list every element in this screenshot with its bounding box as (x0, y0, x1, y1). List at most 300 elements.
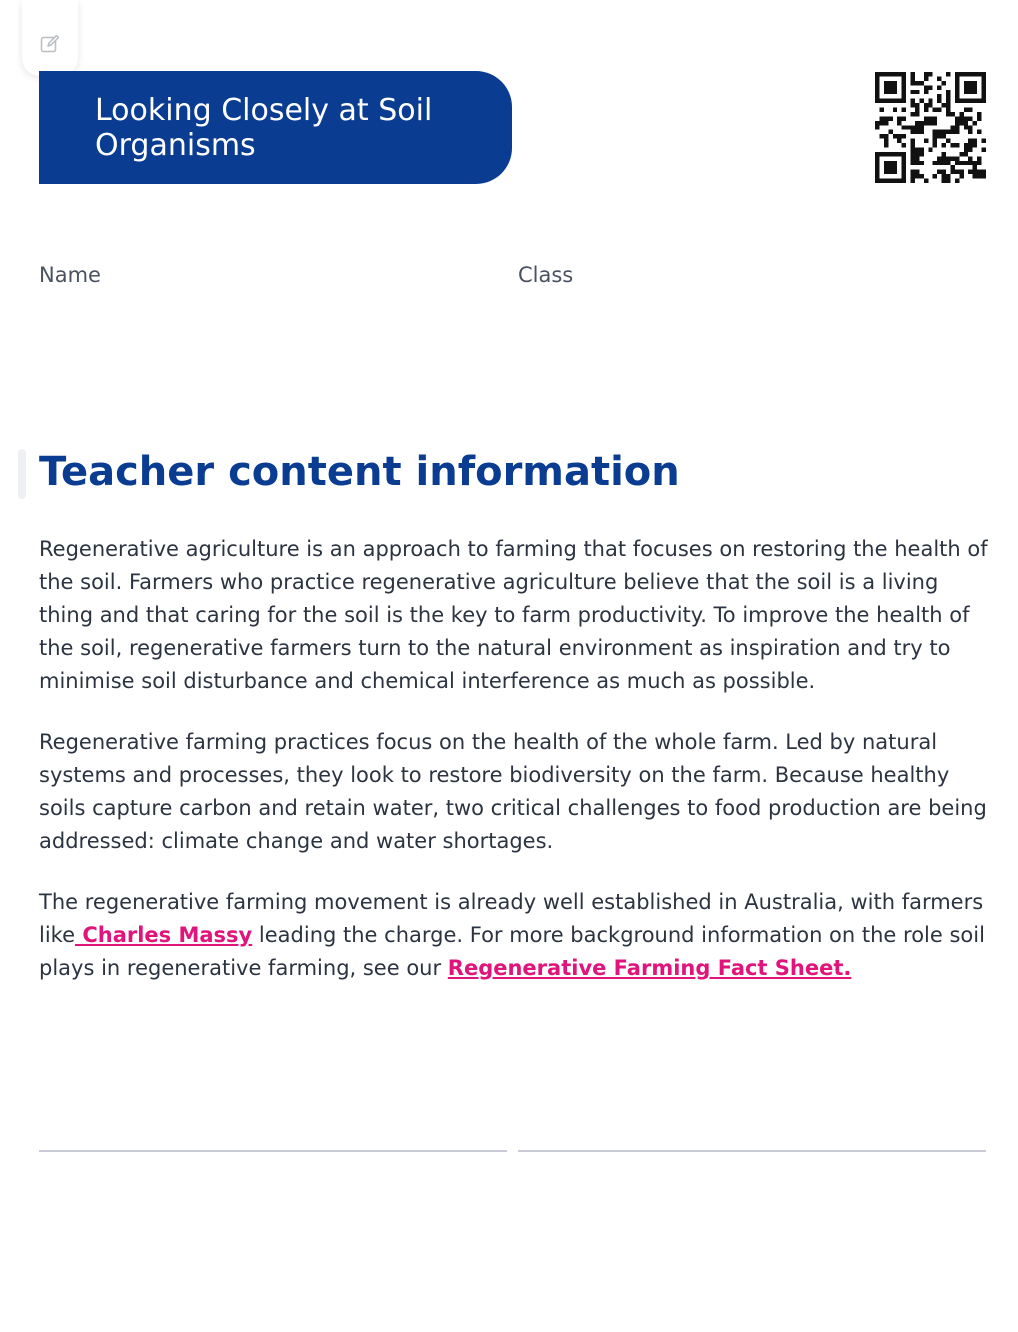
qr-module (968, 90, 972, 94)
qr-module (968, 85, 972, 89)
qr-module (937, 134, 941, 138)
qr-module (955, 116, 959, 120)
qr-module (897, 99, 901, 103)
qr-module (919, 99, 923, 103)
qr-module (959, 116, 963, 120)
qr-module (915, 161, 919, 165)
qr-module (955, 72, 959, 76)
qr-module (888, 152, 892, 156)
qr-module (982, 81, 986, 85)
qr-module (902, 161, 906, 165)
qr-module (977, 72, 981, 76)
qr-module (893, 161, 897, 165)
qr-module (955, 179, 959, 183)
qr-module (955, 121, 959, 125)
qr-module (928, 85, 932, 89)
qr-module (919, 81, 923, 85)
title-banner (39, 71, 512, 184)
qr-module (959, 174, 963, 178)
qr-module (982, 170, 986, 174)
qr-module (902, 76, 906, 80)
qr-module (875, 90, 879, 94)
qr-module (875, 174, 879, 178)
qr-module (968, 125, 972, 129)
qr-module (919, 174, 923, 178)
edit-tab[interactable] (22, 0, 78, 76)
qr-module (888, 161, 892, 165)
qr-module (942, 130, 946, 134)
qr-module (915, 170, 919, 174)
qr-module (902, 165, 906, 169)
qr-module (937, 85, 941, 89)
qr-module (902, 125, 906, 129)
qr-module (919, 147, 923, 151)
qr-module (973, 170, 977, 174)
qr-module (977, 112, 981, 116)
qr-module (875, 165, 879, 169)
qr-module (893, 85, 897, 89)
fact-sheet-link[interactable]: Regenerative Farming Fact Sheet. (447, 956, 852, 980)
qr-module (933, 134, 937, 138)
qr-module (911, 99, 915, 103)
qr-module (982, 174, 986, 178)
qr-module (915, 90, 919, 94)
qr-module (902, 72, 906, 76)
qr-module (968, 156, 972, 160)
qr-module (893, 165, 897, 169)
qr-module (902, 85, 906, 89)
qr-module (942, 103, 946, 107)
qr-module (924, 103, 928, 107)
qr-module (964, 125, 968, 129)
qr-module (919, 152, 923, 156)
qr-module (946, 108, 950, 112)
qr-module (959, 112, 963, 116)
qr-module (893, 90, 897, 94)
qr-module (933, 130, 937, 134)
qr-module (946, 161, 950, 165)
paragraph-3-text-before: The regenerative farming movement is already well established in Australia, with farmers like (39, 890, 984, 947)
qr-module (973, 90, 977, 94)
qr-module (884, 72, 888, 76)
qr-code-icon (875, 72, 986, 183)
qr-module (977, 161, 981, 165)
qr-module (946, 99, 950, 103)
qr-module (942, 134, 946, 138)
qr-module (888, 90, 892, 94)
qr-module (982, 90, 986, 94)
qr-module (959, 99, 963, 103)
paragraph-1: Regenerative agriculture is an approach to farming that focuses on restoring the health of the soil. Farmers who practice regenerative agriculture believe that the soil is a living thing and that caring for the soil is the key to farm productivity. To improve the health of the soil, regenerative farmers turn to the natural environment as inspiration and try to minimise soil disturbance and chemical interference as much as possible. (39, 537, 988, 693)
qr-module (911, 143, 915, 147)
qr-module (973, 85, 977, 89)
qr-module (915, 108, 919, 112)
qr-module (955, 156, 959, 160)
qr-module (946, 139, 950, 143)
page-title: Looking Closely at Soil Organisms (95, 93, 433, 163)
qr-module (884, 165, 888, 169)
qr-module (955, 76, 959, 80)
qr-module (959, 72, 963, 76)
qr-module (942, 143, 946, 147)
section-heading: Teacher content information (39, 449, 680, 495)
qr-module (964, 161, 968, 165)
qr-module (968, 99, 972, 103)
qr-module (911, 161, 915, 165)
qr-module (897, 139, 901, 143)
paragraph-2: Regenerative farming practices focus on the health of the whole farm. Led by natural systems and processes, they look to restore biodiversity on the farm. Because healthy soils capture carbon and retain water, two critical challenges to food production are being addressed: climate change and water shortages. (39, 730, 987, 853)
qr-module (946, 90, 950, 94)
qr-module (888, 170, 892, 174)
qr-module (933, 116, 937, 120)
qr-module (911, 179, 915, 183)
qr-module (964, 143, 968, 147)
qr-module (964, 116, 968, 120)
qr-module (968, 147, 972, 151)
qr-module (919, 121, 923, 125)
qr-module (950, 156, 954, 160)
qr-module (968, 139, 972, 143)
qr-module (888, 72, 892, 76)
qr-module (911, 170, 915, 174)
qr-module (884, 170, 888, 174)
section-marker (18, 449, 26, 499)
qr-module (982, 139, 986, 143)
qr-module (937, 108, 941, 112)
qr-module (884, 134, 888, 138)
qr-module (977, 99, 981, 103)
qr-module (959, 121, 963, 125)
qr-module (977, 156, 981, 160)
qr-module (955, 125, 959, 129)
qr-module (884, 116, 888, 120)
qr-module (897, 152, 901, 156)
qr-module (977, 174, 981, 178)
qr-module (933, 161, 937, 165)
qr-module (911, 125, 915, 129)
qr-module (959, 170, 963, 174)
qr-module (893, 81, 897, 85)
qr-module (893, 179, 897, 183)
qr-module (955, 99, 959, 103)
qr-module (946, 94, 950, 98)
qr-module (973, 81, 977, 85)
qr-module (875, 152, 879, 156)
qr-module (888, 81, 892, 85)
qr-module (911, 147, 915, 151)
qr-module (902, 108, 906, 112)
qr-module (924, 72, 928, 76)
qr-module (955, 81, 959, 85)
qr-module (879, 108, 883, 112)
qr-module (902, 90, 906, 94)
qr-module (946, 130, 950, 134)
qr-module (875, 121, 879, 125)
answer-line-left (39, 1150, 507, 1152)
qr-module (937, 161, 941, 165)
qr-module (897, 121, 901, 125)
qr-module (968, 130, 972, 134)
qr-module (955, 161, 959, 165)
qr-module (879, 99, 883, 103)
qr-module (879, 116, 883, 120)
qr-module (902, 134, 906, 138)
qr-module (911, 156, 915, 160)
qr-module (968, 108, 972, 112)
qr-module (964, 152, 968, 156)
qr-module (964, 108, 968, 112)
qr-module (902, 170, 906, 174)
qr-module (955, 130, 959, 134)
qr-module (928, 116, 932, 120)
qr-module (902, 99, 906, 103)
qr-module (959, 161, 963, 165)
name-label: Name (39, 263, 101, 287)
qr-module (902, 152, 906, 156)
qr-module (888, 179, 892, 183)
qr-module (902, 174, 906, 178)
qr-module (884, 139, 888, 143)
qr-module (884, 81, 888, 85)
qr-module (888, 130, 892, 134)
qr-module (964, 121, 968, 125)
qr-module (933, 121, 937, 125)
qr-module (950, 125, 954, 129)
qr-module (915, 130, 919, 134)
qr-module (968, 143, 972, 147)
qr-module (884, 152, 888, 156)
qr-module (919, 161, 923, 165)
qr-module (875, 161, 879, 165)
qr-module (924, 90, 928, 94)
qr-module (977, 130, 981, 134)
qr-module (973, 99, 977, 103)
qr-module (893, 170, 897, 174)
qr-module (915, 156, 919, 160)
qr-module (942, 161, 946, 165)
qr-module (911, 76, 915, 80)
qr-module (902, 94, 906, 98)
qr-module (884, 99, 888, 103)
qr-module (902, 81, 906, 85)
content-body (39, 533, 989, 1013)
charles-massy-link[interactable]: Charles Massy (75, 923, 253, 947)
qr-module (955, 85, 959, 89)
qr-module (897, 72, 901, 76)
qr-module (879, 152, 883, 156)
qr-module (933, 139, 937, 143)
qr-module (942, 179, 946, 183)
qr-module (937, 76, 941, 80)
qr-module (875, 85, 879, 89)
qr-module (906, 125, 910, 129)
qr-module (875, 170, 879, 174)
qr-module (924, 179, 928, 183)
qr-module (897, 134, 901, 138)
qr-module (884, 161, 888, 165)
qr-module (911, 130, 915, 134)
qr-module (924, 85, 928, 89)
qr-module (928, 72, 932, 76)
qr-module (875, 179, 879, 183)
qr-module (919, 130, 923, 134)
qr-module (964, 90, 968, 94)
qr-module (982, 72, 986, 76)
qr-module (946, 72, 950, 76)
qr-module (982, 76, 986, 80)
qr-module (968, 81, 972, 85)
qr-module (902, 156, 906, 160)
qr-module (884, 179, 888, 183)
qr-module (946, 174, 950, 178)
qr-module (875, 156, 879, 160)
qr-module (915, 121, 919, 125)
qr-module (933, 108, 937, 112)
qr-module (946, 112, 950, 116)
qr-module (937, 156, 941, 160)
qr-module (933, 143, 937, 147)
qr-module (897, 179, 901, 183)
qr-module (928, 99, 932, 103)
qr-module (884, 90, 888, 94)
qr-module (902, 143, 906, 147)
qr-module (973, 72, 977, 76)
qr-module (973, 174, 977, 178)
qr-module (875, 76, 879, 80)
qr-module (893, 152, 897, 156)
qr-module (924, 116, 928, 120)
qr-module (959, 152, 963, 156)
qr-module (911, 112, 915, 116)
qr-module (937, 170, 941, 174)
qr-module (964, 147, 968, 151)
qr-module (893, 108, 897, 112)
qr-module (879, 72, 883, 76)
qr-module (884, 143, 888, 147)
qr-module (911, 90, 915, 94)
qr-module (955, 90, 959, 94)
qr-module (942, 156, 946, 160)
qr-module (973, 161, 977, 165)
qr-module (942, 81, 946, 85)
qr-module (973, 121, 977, 125)
qr-module (924, 139, 928, 143)
qr-module (982, 147, 986, 151)
qr-module (977, 116, 981, 120)
qr-module (977, 170, 981, 174)
qr-module (924, 108, 928, 112)
paragraph-3-text-middle: leading the charge. For more background information on the role soil plays in regenerative farming, see our (39, 923, 985, 980)
class-label: Class (518, 263, 574, 287)
qr-module (893, 99, 897, 103)
qr-module (875, 72, 879, 76)
qr-module (893, 134, 897, 138)
qr-module (911, 72, 915, 76)
qr-module (911, 81, 915, 85)
qr-module (982, 94, 986, 98)
qr-module (937, 94, 941, 98)
qr-module (902, 179, 906, 183)
qr-module (875, 99, 879, 103)
qr-module (888, 99, 892, 103)
qr-module (973, 139, 977, 143)
qr-module (911, 103, 915, 107)
qr-module (946, 179, 950, 183)
qr-module (915, 112, 919, 116)
qr-module (884, 85, 888, 89)
qr-module (973, 165, 977, 169)
qr-module (915, 81, 919, 85)
qr-module (902, 116, 906, 120)
qr-module (928, 103, 932, 107)
qr-module (897, 116, 901, 120)
qr-module (973, 143, 977, 147)
qr-module (982, 99, 986, 103)
qr-module (924, 76, 928, 80)
qr-module (933, 174, 937, 178)
qr-module (937, 130, 941, 134)
qr-module (915, 147, 919, 151)
qr-module (968, 72, 972, 76)
qr-module (893, 72, 897, 76)
qr-module (955, 170, 959, 174)
qr-module (915, 174, 919, 178)
qr-module (964, 85, 968, 89)
qr-module (946, 103, 950, 107)
qr-module (968, 170, 972, 174)
qr-module (964, 72, 968, 76)
qr-module (937, 99, 941, 103)
qr-module (911, 139, 915, 143)
qr-module (915, 152, 919, 156)
qr-module (950, 112, 954, 116)
qr-module (968, 116, 972, 120)
qr-module (928, 147, 932, 151)
qr-module (888, 165, 892, 169)
qr-module (875, 125, 879, 129)
paragraph-3 (39, 886, 989, 985)
qr-module (942, 174, 946, 178)
qr-module (884, 121, 888, 125)
qr-module (911, 174, 915, 178)
qr-module (955, 143, 959, 147)
pencil-edit-icon[interactable] (40, 34, 60, 54)
qr-module (919, 125, 923, 129)
qr-module (942, 170, 946, 174)
qr-module (915, 125, 919, 129)
qr-module (942, 152, 946, 156)
qr-module (950, 165, 954, 169)
qr-module (946, 156, 950, 160)
qr-module (875, 94, 879, 98)
answer-line-right (518, 1150, 986, 1152)
qr-module (964, 99, 968, 103)
qr-module (879, 179, 883, 183)
qr-module (888, 85, 892, 89)
qr-module (950, 170, 954, 174)
qr-module (879, 121, 883, 125)
qr-module (950, 130, 954, 134)
qr-module (875, 81, 879, 85)
qr-module (924, 121, 928, 125)
qr-module (968, 161, 972, 165)
qr-module (964, 81, 968, 85)
qr-module (879, 134, 883, 138)
qr-module (950, 143, 954, 147)
qr-module (888, 116, 892, 120)
qr-module (955, 94, 959, 98)
qr-module (982, 85, 986, 89)
